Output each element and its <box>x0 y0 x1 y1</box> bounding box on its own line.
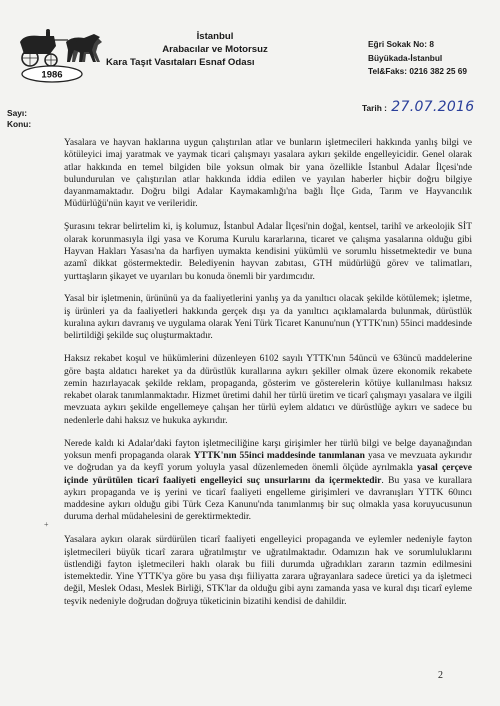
handwritten-date: 27.07.2016 <box>391 99 475 115</box>
contact-block <box>368 38 496 79</box>
logo-year: 1986 <box>41 69 63 81</box>
paragraph-4: Haksız rekabet koşul ve hükümlerini düzenleyen 6102 sayılı YTTK'nın 54üncü ve 63üncü maddelerine göre başta aldatıcı hareket ya da dürüstlük kurallarına aykırı şekiller olmak üzere ekonomik rekabete zemin hazırlayacak şekilde reklam, propaganda, gösterim ve gösterelerin kötüye kullanılması haksız rekabet olarak tanımlanmaktadır. Hizmet üretimi dahil her türlü üretim ve ticarî çalışmayı yasalara ve ilgili mevzuata aykırı şekilde engellemeye çalışan her türlü eylem aldatıcı ve dürüstlüğe aykırı ve sadece bu nedenlerle dahi haksız ve hukuka aykırıdır. <box>64 354 472 426</box>
p5-text-1: Nerede kaldı ki Adalar'daki fayton işletmeciliğine karşı girişimler her türlü bilgi ve belge dayanağından yoksun menfi propaganda olarak <box>64 438 472 461</box>
address-street: Eğri Sokak No: 8 <box>368 39 434 49</box>
paragraph-6: Yasalara aykırı olarak sürdürülen ticarî faaliyeti engelleyici propaganda ve eylemler nedeniyle fayton işletmecileri büyük ticarî zarara uğratılmıştır ve uğratılmaktadır. Odamızın hak ve sorumluluklarını üstlendiği fayton işletmecileri haklı olarak bu fiili durumda uğradıkları zararın tazmin edilmesini istemektedir. Yine YTTK'ya göre bu yasa dışı fiiliyatta zarara uğrayanlara sadece üretici ya da işletmeci değil, Meslek Odası, Meslek Birliği, STK'lar da olduğu gibi aynı zamanda yasa ve kural dışı ticarî eyleme teşvik nedeniyle doğrudan doğruya tüketicinin bizatihi kendisi de dahildir. <box>64 535 472 607</box>
tarih-label: Tarih : <box>362 103 387 113</box>
paragraph-5 <box>64 438 472 524</box>
letter-body <box>64 137 472 619</box>
paragraph-2: Şurasını tekrar belirtelim ki, iş kolumuz, İstanbul Adalar İlçesi'nin doğal, kentsel, tarihî ve arkeolojik SİT olarak korunmasıyla ilgi yasa ve Koruma Kurulu kararlarına, ticaret ve çalışma yasalarına olduğu gibi Hayvan Hakları Yasası'na da harfiyen uymakta kendisini yükümlü ve sorumlu hissetmektedir ve buna azamî dikkat göstermektedir. Belediyenin hayvan zabıtası, GTH müdürlüğü görev ve talimatları, yurttaşların şikayet ve uyarıları bu konuda önemli bir yardımcıdır. <box>64 222 472 282</box>
address-district: Büyükada-İstanbul <box>368 52 443 63</box>
org-line-chamber: Kara Taşıt Vasıtaları Esnaf Odası <box>106 57 255 68</box>
p5-text-2: yasa ve mevzuata aykırıdır ve doğrudan ya da keyfî yorum yoluyla yasal düzenlemeden önemli ölçüde ayrılmakla <box>64 450 472 474</box>
reference-labels <box>7 108 31 130</box>
date-field <box>362 99 474 115</box>
page-number: 2 <box>438 670 443 681</box>
paragraph-3: Yasal bir işletmenin, ürününü ya da faaliyetlerini yanlış ya da yanıltıcı olacak şekilde kötülemek; işletme, iş ürünleri ya da faaliyetleri hakkında gerçek dışı ya da yanıltıcı açıklamalarda bulunmak, dürüstlük kuralına aykırı davranış ve uygulama olarak Yeni Türk Ticaret Kanunu'nun (YTTK'nın) 55inci maddesinde belirtildiği şekilde suç oluşturmaktadır. <box>64 294 472 342</box>
konu-label: Konu: <box>7 119 32 129</box>
p5-bold-2: yasal çerçeve içinde yürütülen ticarî faaliyeti engelleyici suç unsurlarını da içermektedir <box>64 463 472 486</box>
margin-mark: + <box>44 520 49 529</box>
org-line-city: İstanbul <box>196 31 234 42</box>
p5-bold-1: YTTK'nın 55inci maddesinde tanımlanan <box>193 450 365 461</box>
org-line-arabacilar: Arabacılar ve Motorsuz <box>162 44 268 55</box>
chamber-logo <box>10 28 110 88</box>
organization-name <box>100 30 330 69</box>
p5-text-3: . Bu yasa ve kurallara aykırı propaganda ve iş yerini ve ticarî faaliyeti engelleme girişimleri ve davranışları YTTK 60ıncı maddesine aykırı olduğu gibi Türk Ceza Kanunu'nda tanımlanmış bir suç olmakla yasa koruyucusunun duruma derhal müdahelesini de gerektirmektedir. <box>64 475 472 523</box>
horse-carriage-logo-icon <box>10 28 110 88</box>
sayi-label: Sayı: <box>7 108 28 118</box>
phone-fax: Tel&Faks: 0216 382 25 69 <box>368 66 468 77</box>
paragraph-1: Yasalara ve hayvan haklarına uygun çalıştırılan atlar ve bunların işletmecileri hakkında yanlış bilgi ve kötüleyici imaj yaratmak ve yaymak ticari çalışmayı yasalara aykırı şekilde engelleyicidir. Genel olarak atlar hakkında en temel bilgiden bile yoksun olmak bir yana özellikle İstanbul Adalar İlçesi'nde bulundurulan ve çalıştırılan atlar hakkında iddia edilen ve yayılan haberler hiçbir doğru bilgiye dayanmamaktadır. Doğru bilgi Adalar Kaymakamlığı'na bağlı İlçe Gıda, Tarım ve Hayvancılık Müdürlüğü'nün kayıt ve verileridir. <box>64 138 472 210</box>
